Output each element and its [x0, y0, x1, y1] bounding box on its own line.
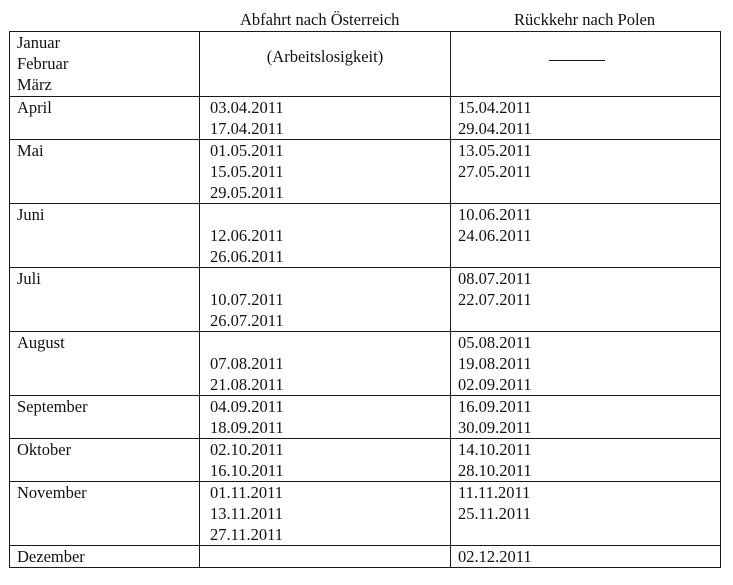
- table-row: [10, 439, 721, 482]
- table-row: [10, 140, 721, 204]
- return-date: [458, 310, 720, 331]
- month-cell: [10, 140, 200, 204]
- table-row: [10, 396, 721, 439]
- departure-cell: [200, 332, 451, 396]
- table-row-q1: [10, 32, 721, 97]
- departure-cell: [200, 268, 451, 332]
- return-date: 16.09.2011: [458, 397, 532, 416]
- departure-cell: [200, 97, 451, 140]
- departure-date: 29.05.2011: [210, 183, 284, 202]
- departure-date: 01.11.2011: [210, 483, 284, 502]
- departure-date: 12.06.2011: [210, 226, 284, 245]
- departure-date: 21.08.2011: [210, 375, 284, 394]
- departure-cell: [200, 482, 451, 546]
- return-date: 29.04.2011: [458, 119, 532, 138]
- table-row: [10, 546, 721, 568]
- return-date: 08.07.2011: [458, 269, 532, 288]
- departure-date: 03.04.2011: [210, 98, 284, 117]
- return-date: 28.10.2011: [458, 461, 532, 480]
- month-label: März: [17, 75, 52, 94]
- return-cell: [451, 32, 721, 97]
- departure-date: 26.07.2011: [210, 311, 284, 330]
- departure-date: 17.04.2011: [210, 119, 284, 138]
- departure-date: 01.05.2011: [210, 141, 284, 160]
- departure-date: 02.10.2011: [210, 440, 284, 459]
- month-cell: [10, 332, 200, 396]
- no-return-dash: [549, 60, 605, 61]
- table-row: [10, 204, 721, 268]
- travel-schedule-table: [9, 31, 721, 568]
- month-label: Dezember: [17, 547, 85, 566]
- departure-cell: [200, 439, 451, 482]
- month-cell: [10, 32, 200, 97]
- return-cell: [451, 97, 721, 140]
- departure-column-header: Abfahrt nach Österreich: [240, 10, 400, 29]
- departure-date: 04.09.2011: [210, 397, 284, 416]
- return-cell: [451, 140, 721, 204]
- return-date: 15.04.2011: [458, 98, 532, 117]
- departure-cell: [200, 32, 451, 97]
- month-cell: [10, 97, 200, 140]
- departure-cell: [200, 396, 451, 439]
- departure-date: 10.07.2011: [210, 290, 284, 309]
- departure-cell: [200, 140, 451, 204]
- month-cell: [10, 396, 200, 439]
- return-date: 13.05.2011: [458, 141, 532, 160]
- month-label: Februar: [17, 54, 69, 73]
- return-date: 27.05.2011: [458, 162, 532, 181]
- departure-date: 16.10.2011: [210, 461, 284, 480]
- return-cell: [451, 204, 721, 268]
- month-cell: [10, 482, 200, 546]
- return-date: 02.12.2011: [458, 547, 532, 566]
- departure-cell: [200, 546, 451, 568]
- month-cell: [10, 268, 200, 332]
- return-cell: [451, 439, 721, 482]
- month-label: Mai: [17, 141, 44, 160]
- return-date: [458, 246, 720, 267]
- departure-cell: [200, 204, 451, 268]
- table-row: [10, 482, 721, 546]
- departure-date: 13.11.2011: [210, 504, 284, 523]
- departure-date: 18.09.2011: [210, 418, 284, 437]
- table-row: [10, 268, 721, 332]
- return-date: 14.10.2011: [458, 440, 532, 459]
- departure-date: [210, 546, 450, 567]
- departure-date: 27.11.2011: [210, 525, 284, 544]
- return-date: 10.06.2011: [458, 205, 532, 224]
- unemployment-note: (Arbeitslosigkeit): [266, 46, 384, 66]
- return-cell: [451, 482, 721, 546]
- departure-date: 07.08.2011: [210, 354, 284, 373]
- departure-date: [210, 204, 450, 225]
- return-cell: [451, 546, 721, 568]
- month-label: September: [17, 397, 88, 416]
- return-date: 25.11.2011: [458, 504, 532, 523]
- return-date: [458, 182, 720, 203]
- month-label: Januar: [17, 33, 61, 52]
- month-label: Juni: [17, 205, 45, 224]
- return-date: 22.07.2011: [458, 290, 532, 309]
- departure-date: 15.05.2011: [210, 162, 284, 181]
- month-cell: [10, 546, 200, 568]
- return-cell: [451, 268, 721, 332]
- return-date: [458, 524, 720, 545]
- month-cell: [10, 439, 200, 482]
- departure-date: [210, 268, 450, 289]
- return-date: 19.08.2011: [458, 354, 532, 373]
- return-cell: [451, 332, 721, 396]
- return-date: 24.06.2011: [458, 226, 532, 245]
- return-cell: [451, 396, 721, 439]
- return-column-header: Rückkehr nach Polen: [514, 10, 656, 29]
- departure-date: 26.06.2011: [210, 247, 284, 266]
- month-label: April: [17, 98, 52, 117]
- table-row: [10, 332, 721, 396]
- return-date: 02.09.2011: [458, 375, 532, 394]
- return-date: 30.09.2011: [458, 418, 532, 437]
- return-date: 05.08.2011: [458, 333, 532, 352]
- month-label: August: [17, 333, 65, 352]
- departure-date: [210, 332, 450, 353]
- month-label: Oktober: [17, 440, 72, 459]
- return-date: 11.11.2011: [458, 483, 531, 502]
- month-cell: [10, 204, 200, 268]
- table-row: [10, 97, 721, 140]
- month-label: Juli: [17, 269, 41, 288]
- month-label: November: [17, 483, 87, 502]
